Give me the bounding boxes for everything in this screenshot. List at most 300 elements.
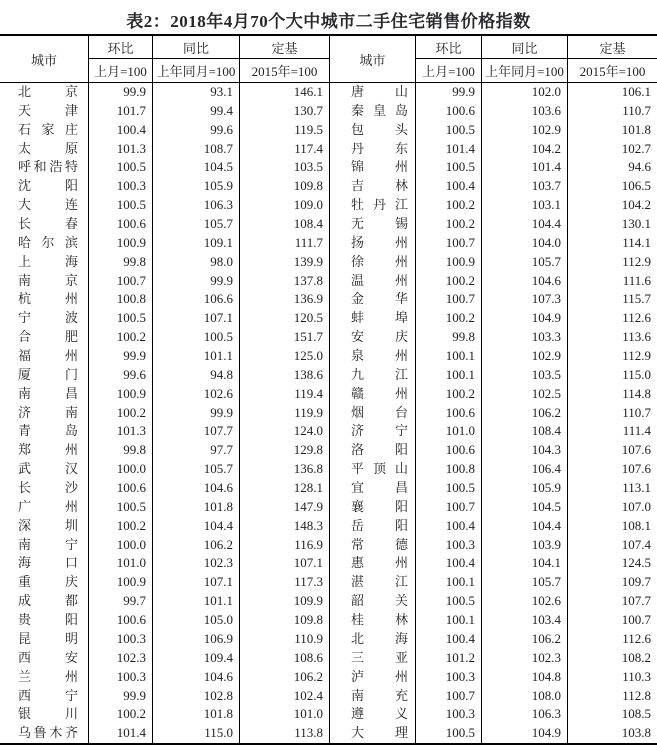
index-value: 101.1 (153, 347, 240, 366)
city-name: 深圳 (0, 517, 89, 536)
index-value: 106.1 (621, 84, 651, 99)
index-value: 100.5 (416, 158, 482, 177)
header-mom-left (89, 36, 153, 82)
index-value: 100.4 (416, 554, 482, 573)
index-value: 101.4 (482, 158, 568, 177)
city-name: 泸州 (330, 668, 416, 687)
index-value: 99.8 (89, 253, 153, 272)
index-value: 104.4 (153, 517, 240, 536)
city-name: 桂林 (330, 611, 416, 630)
index-value: 104.6 (153, 668, 240, 687)
header-mom-right (416, 36, 482, 82)
header-fixedbase-right (568, 36, 657, 82)
index-value: 107.1 (240, 554, 330, 573)
index-value: 99.7 (89, 592, 153, 611)
index-value: 97.7 (153, 441, 240, 460)
index-value: 100.5 (89, 309, 153, 328)
index-value: 100.2 (416, 272, 482, 291)
index-value: 101.1 (153, 592, 240, 611)
index-value: 104.3 (482, 441, 568, 460)
city-name: 西宁 (0, 687, 89, 706)
index-value: 100.5 (89, 498, 153, 517)
index-value: 115.0 (622, 366, 651, 382)
city-name: 秦皇岛 (330, 102, 416, 121)
index-value: 100.9 (416, 253, 482, 272)
index-value: 102.6 (482, 592, 568, 611)
city-name: 合肥 (0, 328, 89, 347)
city-name: 惠州 (330, 554, 416, 573)
header-yoy-base: 上年同月=100 (485, 64, 564, 79)
index-value: 100.2 (416, 196, 482, 215)
index-value: 108.4 (240, 215, 330, 234)
city-name: 吉林 (330, 177, 416, 196)
index-value: 100.2 (89, 404, 153, 423)
index-value: 104.9 (482, 724, 568, 743)
city-name: 北海 (330, 630, 416, 649)
city-name: 乌鲁木齐 (0, 724, 89, 743)
index-value: 103.9 (482, 536, 568, 555)
index-value: 100.9 (89, 385, 153, 404)
header-mom-label: 环比 (89, 36, 152, 59)
index-value: 104.9 (482, 309, 568, 328)
index-value: 100.5 (153, 328, 240, 347)
city-name: 海口 (0, 554, 89, 573)
index-value: 102.6 (153, 385, 240, 404)
index-value: 99.9 (89, 347, 153, 366)
index-value: 136.9 (240, 290, 330, 309)
city-name: 平顶山 (330, 460, 416, 479)
city-name: 广州 (0, 498, 89, 517)
index-value: 110.7 (622, 102, 651, 118)
city-name: 长春 (0, 215, 89, 234)
index-value: 100.2 (416, 215, 482, 234)
index-value: 109.8 (240, 611, 330, 630)
index-value: 94.8 (153, 366, 240, 385)
header-yoy-left (153, 36, 240, 82)
index-value: 100.6 (89, 479, 153, 498)
index-value: 104.6 (482, 272, 568, 291)
index-value: 104.5 (153, 158, 240, 177)
index-value: 114.8 (622, 385, 651, 401)
city-name: 杭州 (0, 290, 89, 309)
index-value: 99.9 (153, 404, 240, 423)
city-name: 北京 (0, 83, 89, 102)
city-name: 温州 (330, 272, 416, 291)
index-value: 100.5 (416, 592, 482, 611)
index-value: 100.5 (416, 479, 482, 498)
index-value: 100.2 (89, 517, 153, 536)
index-value: 100.0 (89, 536, 153, 555)
index-value: 108.5 (621, 706, 651, 722)
header-yoy-right (482, 36, 568, 82)
index-value: 110.3 (622, 668, 651, 684)
city-name: 贵阳 (0, 611, 89, 630)
city-name: 昆明 (0, 630, 89, 649)
index-value: 106.4 (482, 460, 568, 479)
index-value: 102.5 (482, 385, 568, 404)
city-name: 唐山 (330, 83, 416, 102)
index-value: 99.4 (153, 102, 240, 121)
index-value: 99.9 (89, 687, 153, 706)
header-fixedbase-base: 2015年=100 (251, 64, 318, 79)
index-value: 100.2 (89, 705, 153, 724)
header-fixedbase-label: 定基 (240, 36, 329, 59)
index-value: 117.4 (240, 140, 330, 159)
index-value: 100.8 (416, 460, 482, 479)
index-value: 100.3 (89, 177, 153, 196)
index-value: 151.7 (240, 328, 330, 347)
index-value: 107.7 (621, 593, 651, 609)
index-value: 100.1 (416, 611, 482, 630)
index-value: 108.7 (153, 140, 240, 159)
city-name: 南宁 (0, 536, 89, 555)
index-value: 120.5 (240, 309, 330, 328)
index-value: 115.0 (153, 724, 240, 743)
index-value: 114.1 (622, 234, 651, 250)
city-name: 常德 (330, 536, 416, 555)
index-value: 103.4 (482, 611, 568, 630)
index-value: 113.8 (240, 724, 330, 743)
city-name: 郑州 (0, 441, 89, 460)
index-value: 130.1 (621, 216, 651, 232)
city-name: 重庆 (0, 573, 89, 592)
index-value: 109.7 (621, 574, 651, 590)
index-value: 99.9 (89, 83, 153, 102)
index-value: 107.6 (621, 442, 651, 458)
index-value: 104.4 (482, 215, 568, 234)
index-value: 119.5 (240, 121, 330, 140)
index-value: 104.2 (482, 140, 568, 159)
index-value: 100.3 (416, 668, 482, 687)
table-body (0, 83, 657, 743)
city-name: 湛江 (330, 573, 416, 592)
index-value: 100.2 (416, 309, 482, 328)
index-value: 102.4 (240, 687, 330, 706)
index-value: 104.1 (482, 554, 568, 573)
city-name: 西安 (0, 649, 89, 668)
city-name: 银川 (0, 705, 89, 724)
index-value: 101.8 (621, 121, 651, 137)
index-value: 106.9 (153, 630, 240, 649)
index-value: 111.7 (240, 234, 330, 253)
index-value: 100.4 (416, 177, 482, 196)
index-value: 100.7 (416, 234, 482, 253)
index-value: 103.3 (482, 328, 568, 347)
index-value: 106.3 (153, 196, 240, 215)
index-value: 102.0 (482, 83, 568, 102)
index-value: 99.9 (416, 83, 482, 102)
index-value: 107.3 (482, 290, 568, 309)
index-value: 100.6 (416, 102, 482, 121)
index-value: 93.1 (153, 83, 240, 102)
city-name: 大理 (330, 724, 416, 743)
index-value: 104.6 (153, 479, 240, 498)
index-value: 100.8 (89, 290, 153, 309)
index-value: 139.9 (240, 253, 330, 272)
index-value: 104.5 (482, 498, 568, 517)
index-value: 100.6 (89, 611, 153, 630)
city-name: 南充 (330, 687, 416, 706)
index-value: 100.5 (89, 196, 153, 215)
city-name: 南京 (0, 272, 89, 291)
header-city-right: 城市 (330, 36, 416, 82)
table-title: 表2：2018年4月70个大中城市二手住宅销售价格指数 (126, 12, 531, 31)
city-name: 徐州 (330, 253, 416, 272)
index-value: 99.8 (89, 441, 153, 460)
city-name: 遵义 (330, 705, 416, 724)
index-value: 108.2 (621, 649, 651, 665)
index-value: 99.6 (153, 121, 240, 140)
index-value: 100.6 (416, 404, 482, 423)
index-value: 100.3 (416, 705, 482, 724)
index-value: 106.2 (240, 668, 330, 687)
index-value: 112.6 (622, 310, 651, 326)
index-value: 99.9 (153, 272, 240, 291)
index-value: 106.2 (482, 630, 568, 649)
city-name: 三亚 (330, 649, 416, 668)
index-value: 107.1 (153, 573, 240, 592)
city-name: 襄阳 (330, 498, 416, 517)
city-name: 天津 (0, 102, 89, 121)
city-name: 呼和浩特 (0, 158, 89, 177)
index-value: 109.9 (240, 592, 330, 611)
city-name: 安庆 (330, 328, 416, 347)
header-mom-base: 上月=100 (94, 64, 147, 79)
city-name: 扬州 (330, 234, 416, 253)
index-value: 105.9 (153, 177, 240, 196)
index-value: 109.4 (153, 649, 240, 668)
index-value: 100.3 (89, 668, 153, 687)
index-value: 100.2 (416, 385, 482, 404)
header-yoy-label: 同比 (482, 36, 567, 59)
city-name: 锦州 (330, 158, 416, 177)
index-value: 94.6 (628, 159, 651, 175)
city-name: 青岛 (0, 422, 89, 441)
index-value: 137.8 (240, 272, 330, 291)
index-value: 100.7 (416, 498, 482, 517)
city-name: 赣州 (330, 385, 416, 404)
header-fixedbase-base: 2015年=100 (579, 64, 646, 79)
city-name: 厦门 (0, 366, 89, 385)
index-value: 100.7 (621, 612, 651, 628)
city-name: 南昌 (0, 385, 89, 404)
header-mom-base: 上月=100 (422, 64, 475, 79)
index-value: 106.6 (153, 290, 240, 309)
index-value: 101.4 (89, 724, 153, 743)
index-value: 105.9 (482, 479, 568, 498)
city-name: 长沙 (0, 479, 89, 498)
price-index-table (0, 34, 657, 745)
index-value: 107.1 (153, 309, 240, 328)
index-value: 101.0 (240, 705, 330, 724)
index-value: 106.3 (482, 705, 568, 724)
city-name: 哈尔滨 (0, 234, 89, 253)
index-value: 103.5 (240, 158, 330, 177)
index-value: 101.8 (153, 705, 240, 724)
index-value: 101.7 (89, 102, 153, 121)
index-value: 148.3 (240, 517, 330, 536)
city-name: 洛阳 (330, 441, 416, 460)
header-fixedbase-left (240, 36, 330, 82)
index-value: 99.6 (89, 366, 153, 385)
city-name: 宜昌 (330, 479, 416, 498)
index-value: 100.9 (89, 234, 153, 253)
index-value: 105.0 (153, 611, 240, 630)
index-value: 100.7 (416, 290, 482, 309)
city-name: 烟台 (330, 404, 416, 423)
index-value: 136.8 (240, 460, 330, 479)
city-name: 太原 (0, 140, 89, 159)
index-value: 112.8 (622, 687, 651, 703)
index-value: 102.7 (621, 140, 651, 156)
city-name: 武汉 (0, 460, 89, 479)
index-value: 101.3 (89, 140, 153, 159)
index-value: 101.8 (153, 498, 240, 517)
table-header (0, 36, 657, 83)
index-value: 125.0 (240, 347, 330, 366)
city-name: 牡丹江 (330, 196, 416, 215)
index-value: 103.8 (621, 725, 651, 741)
index-value: 102.8 (153, 687, 240, 706)
index-value: 101.0 (416, 422, 482, 441)
city-name: 上海 (0, 253, 89, 272)
city-name: 岳阳 (330, 517, 416, 536)
index-value: 100.9 (89, 573, 153, 592)
index-value: 106.2 (153, 536, 240, 555)
index-value: 113.1 (622, 480, 651, 496)
index-value: 109.8 (240, 177, 330, 196)
city-name: 韶关 (330, 592, 416, 611)
index-value: 100.6 (89, 215, 153, 234)
index-value: 107.4 (621, 536, 651, 552)
header-mom-label: 环比 (416, 36, 481, 59)
index-value: 129.8 (240, 441, 330, 460)
city-name: 沈阳 (0, 177, 89, 196)
header-city-left: 城市 (0, 36, 89, 82)
index-value: 100.2 (89, 328, 153, 347)
city-name: 成都 (0, 592, 89, 611)
index-value: 100.7 (89, 272, 153, 291)
index-value: 98.0 (153, 253, 240, 272)
index-value: 100.4 (89, 121, 153, 140)
index-value: 124.5 (621, 555, 651, 571)
index-value: 105.7 (482, 573, 568, 592)
city-name: 九江 (330, 366, 416, 385)
index-value: 128.1 (240, 479, 330, 498)
index-value: 119.4 (240, 385, 330, 404)
city-name: 宁波 (0, 309, 89, 328)
index-value: 105.7 (153, 215, 240, 234)
city-name: 金华 (330, 290, 416, 309)
header-yoy-base: 上年同月=100 (156, 64, 236, 79)
index-value: 103.7 (482, 177, 568, 196)
index-value: 138.6 (240, 366, 330, 385)
index-value: 103.1 (482, 196, 568, 215)
index-value: 106.2 (482, 404, 568, 423)
index-value: 107.0 (621, 498, 651, 514)
index-value: 119.9 (240, 404, 330, 423)
index-value: 108.0 (482, 687, 568, 706)
index-value: 110.7 (622, 404, 651, 420)
city-name: 济宁 (330, 422, 416, 441)
header-fixedbase-label: 定基 (568, 36, 657, 59)
index-value: 100.1 (416, 573, 482, 592)
city-name: 丹东 (330, 140, 416, 159)
index-value: 106.5 (621, 178, 651, 194)
index-value: 101.4 (416, 140, 482, 159)
index-value: 100.1 (416, 366, 482, 385)
index-value: 100.5 (89, 158, 153, 177)
index-value: 107.7 (153, 422, 240, 441)
index-value: 112.9 (622, 348, 651, 364)
index-value: 111.4 (622, 423, 651, 439)
city-name: 兰州 (0, 668, 89, 687)
index-value: 102.3 (482, 649, 568, 668)
index-value: 103.6 (482, 102, 568, 121)
index-value: 104.4 (482, 517, 568, 536)
index-value: 108.6 (240, 649, 330, 668)
city-name: 泉州 (330, 347, 416, 366)
index-value: 110.9 (240, 630, 330, 649)
index-value: 102.9 (482, 347, 568, 366)
index-value: 104.0 (482, 234, 568, 253)
index-value: 100.3 (89, 630, 153, 649)
city-name: 福州 (0, 347, 89, 366)
index-value: 100.1 (416, 347, 482, 366)
city-name: 大连 (0, 196, 89, 215)
index-value: 101.3 (89, 422, 153, 441)
index-value: 102.3 (153, 554, 240, 573)
index-value: 99.8 (416, 328, 482, 347)
index-value: 101.0 (89, 554, 153, 573)
index-value: 100.5 (416, 724, 482, 743)
header-yoy-label: 同比 (153, 36, 239, 59)
index-value: 101.2 (416, 649, 482, 668)
index-value: 112.9 (622, 253, 651, 269)
index-value: 108.4 (482, 422, 568, 441)
city-name: 济南 (0, 404, 89, 423)
index-value: 105.7 (153, 460, 240, 479)
index-value: 104.2 (621, 197, 651, 213)
index-value: 102.9 (482, 121, 568, 140)
city-name: 石家庄 (0, 121, 89, 140)
index-value: 100.6 (416, 441, 482, 460)
index-value: 102.3 (89, 649, 153, 668)
index-value: 111.6 (622, 272, 651, 288)
index-value: 117.3 (240, 573, 330, 592)
index-value: 113.6 (622, 329, 651, 345)
index-value: 147.9 (240, 498, 330, 517)
index-value: 100.4 (416, 517, 482, 536)
index-value: 130.7 (240, 102, 330, 121)
index-value: 109.1 (153, 234, 240, 253)
city-name: 包头 (330, 121, 416, 140)
city-name: 无锡 (330, 215, 416, 234)
index-value: 100.0 (89, 460, 153, 479)
index-value: 115.7 (622, 291, 651, 307)
index-value: 100.5 (416, 121, 482, 140)
index-value: 108.1 (621, 517, 651, 533)
index-value: 124.0 (240, 422, 330, 441)
index-value: 112.6 (622, 630, 651, 646)
index-value: 100.3 (416, 536, 482, 555)
index-value: 146.1 (240, 83, 330, 102)
index-value: 116.9 (240, 536, 330, 555)
index-value: 103.5 (482, 366, 568, 385)
index-value: 100.4 (416, 630, 482, 649)
city-name: 蚌埠 (330, 309, 416, 328)
index-value: 107.6 (621, 461, 651, 477)
